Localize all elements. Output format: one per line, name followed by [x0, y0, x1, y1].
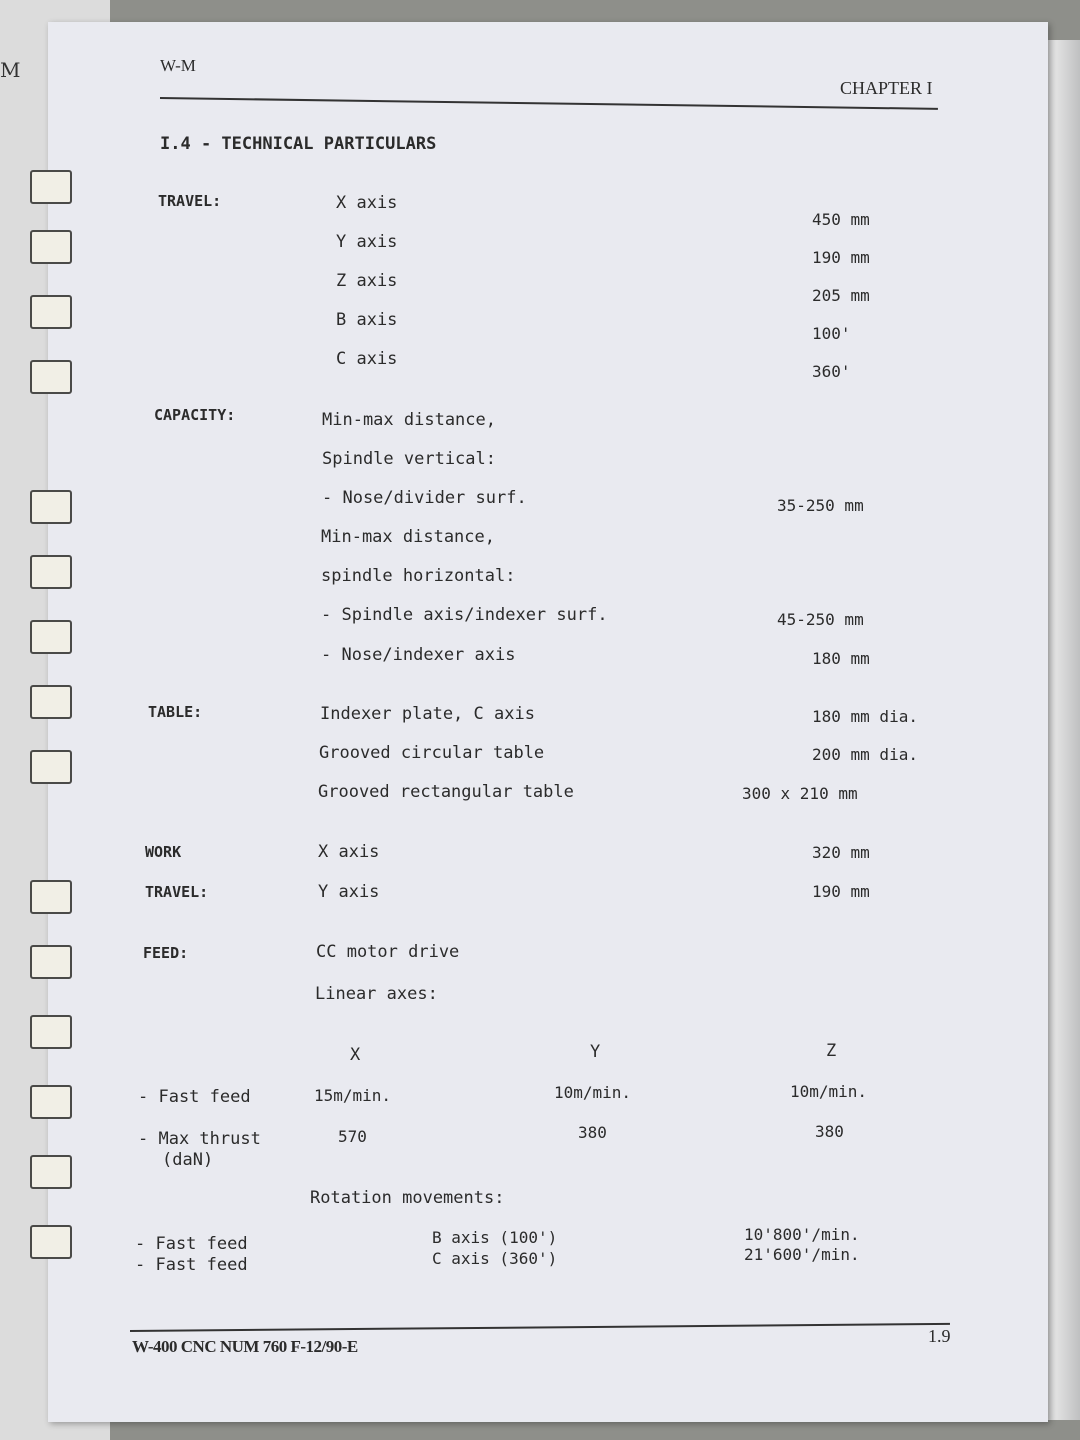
rotation-label: - Fast feed [135, 1234, 248, 1254]
capacity-label: CAPACITY: [154, 406, 236, 424]
travel-item: C axis [336, 349, 398, 369]
capacity-line: - Nose/divider surf. [322, 488, 527, 508]
max-thrust-value: 380 [578, 1123, 607, 1142]
capacity-line: Min-max distance, [321, 527, 495, 547]
table-item: Indexer plate, C axis [320, 704, 535, 724]
travel-item: X axis [336, 193, 398, 213]
max-thrust-label: - Max thrust [138, 1129, 261, 1149]
binding-hole [30, 1225, 72, 1259]
binding-hole [30, 360, 72, 394]
rotation-axis: C axis (360') [432, 1249, 558, 1268]
feed-col-header: X [350, 1045, 361, 1065]
travel-value: 100' [812, 324, 851, 343]
feed-line: Linear axes: [315, 984, 438, 1004]
rotation-label: - Fast feed [135, 1255, 248, 1275]
page-number: 1.9 [928, 1326, 951, 1346]
binding-hole [30, 555, 72, 589]
chapter-label: CHAPTER I [840, 78, 933, 98]
binding-hole [30, 880, 72, 914]
capacity-value: 35-250 mm [777, 496, 864, 515]
fast-feed-value: 10m/min. [790, 1082, 868, 1101]
binding-hole [30, 685, 72, 719]
binding-hole [30, 230, 72, 264]
travel-item: Z axis [336, 271, 398, 291]
fast-feed-label: - Fast feed [138, 1087, 251, 1107]
table-value: 200 mm dia. [812, 745, 918, 764]
rotation-value: 10'800'/min. [744, 1225, 860, 1244]
work-travel-value: 190 mm [812, 882, 870, 901]
max-thrust-unit: (daN) [162, 1150, 214, 1170]
fast-feed-value: 10m/min. [554, 1083, 632, 1102]
binding-hole [30, 945, 72, 979]
work-travel-item: X axis [318, 842, 380, 862]
work-travel-label: WORK [145, 843, 182, 861]
feed-col-header: Y [590, 1042, 601, 1062]
max-thrust-value: 380 [815, 1122, 844, 1141]
max-thrust-value: 570 [338, 1127, 367, 1146]
travel-value: 190 mm [812, 248, 870, 267]
rotation-value: 21'600'/min. [744, 1245, 860, 1264]
binding-hole [30, 1015, 72, 1049]
table-value: 300 x 210 mm [742, 784, 858, 803]
binding-hole [30, 750, 72, 784]
table-value: 180 mm dia. [812, 707, 918, 726]
travel-value: 205 mm [812, 286, 870, 305]
footer-document-id: W-400 CNC NUM 760 F-12/90-E [132, 1337, 358, 1356]
travel-label: TRAVEL: [158, 192, 222, 210]
binding-hole [30, 620, 72, 654]
capacity-line: Min-max distance, [322, 410, 496, 430]
work-travel-value: 320 mm [812, 843, 870, 862]
capacity-line: Spindle vertical: [322, 449, 496, 469]
spiral-binding [30, 150, 90, 1420]
travel-value: 450 mm [812, 210, 870, 229]
feed-col-header: Z [826, 1041, 837, 1061]
binding-hole [30, 1155, 72, 1189]
table-label: TABLE: [148, 703, 203, 721]
rotation-axis: B axis (100') [432, 1228, 558, 1247]
travel-item: Y axis [336, 232, 398, 252]
table-item: Grooved rectangular table [318, 782, 574, 802]
binding-hole [30, 170, 72, 204]
binding-hole [30, 295, 72, 329]
fast-feed-value: 15m/min. [314, 1086, 392, 1105]
feed-line: CC motor drive [316, 942, 460, 962]
table-item: Grooved circular table [319, 743, 545, 763]
work-travel-item: Y axis [318, 882, 380, 902]
travel-value: 360' [812, 362, 851, 381]
previous-page-letter: M [0, 58, 21, 82]
rotation-title: Rotation movements: [310, 1188, 505, 1208]
capacity-line: - Spindle axis/indexer surf. [321, 605, 608, 625]
section-title: I.4 - TECHNICAL PARTICULARS [160, 134, 437, 154]
capacity-value: 180 mm [812, 649, 870, 668]
travel-item: B axis [336, 310, 398, 330]
binding-hole [30, 1085, 72, 1119]
work-travel-label: TRAVEL: [145, 883, 209, 901]
capacity-line: - Nose/indexer axis [321, 645, 516, 665]
capacity-value: 45-250 mm [777, 610, 864, 629]
capacity-line: spindle horizontal: [321, 566, 516, 586]
header-left: W-M [160, 56, 196, 75]
binding-hole [30, 490, 72, 524]
feed-label: FEED: [143, 944, 189, 962]
